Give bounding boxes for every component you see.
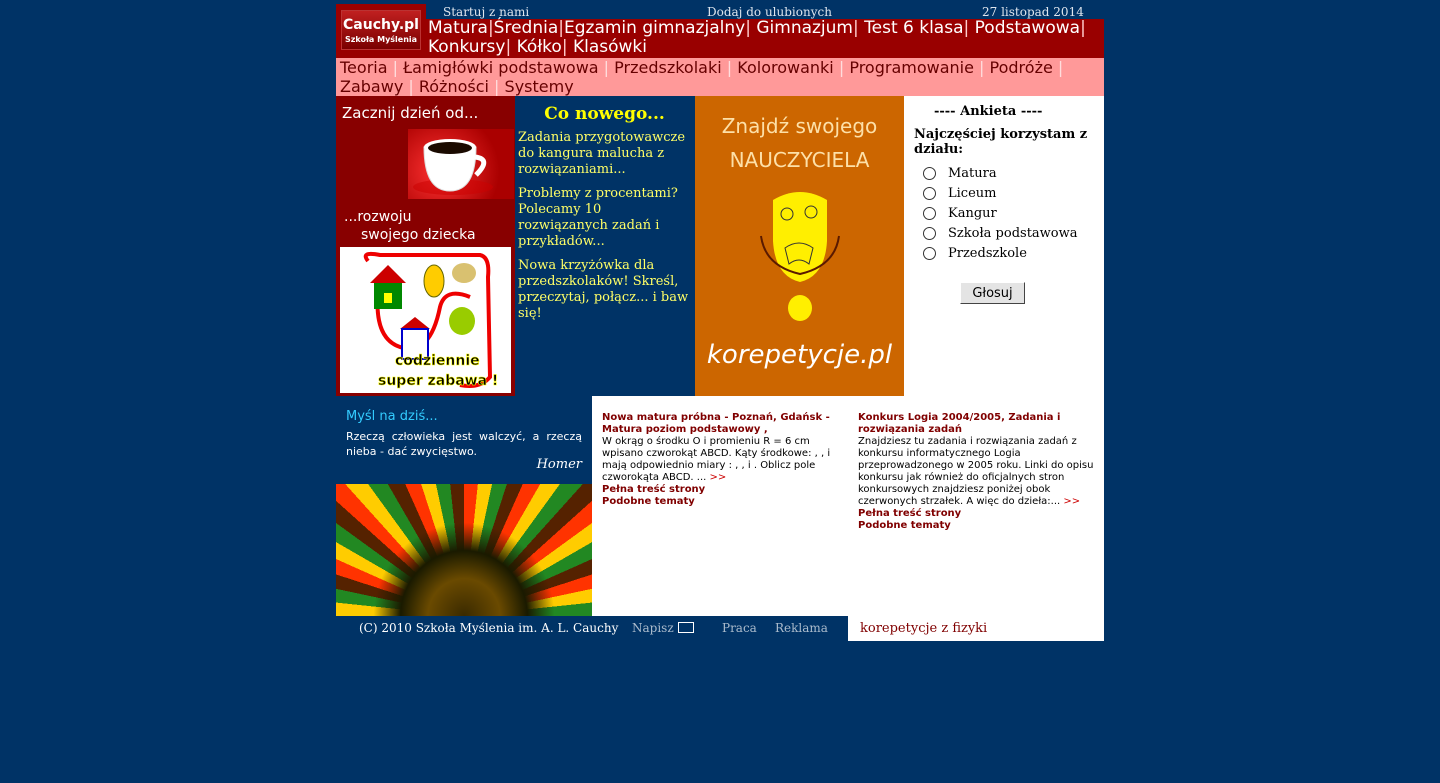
poll-option-szkola-podstawowa[interactable] bbox=[923, 223, 1104, 243]
nav-klasowki[interactable]: Klasówki bbox=[572, 37, 647, 57]
article-title[interactable]: Nowa matura próbna - Poznań, Gdańsk - Matura poziom podstawowy , bbox=[602, 412, 830, 435]
poll-option-label: Kangur bbox=[948, 205, 997, 221]
puzzle-image bbox=[340, 247, 511, 393]
articles bbox=[592, 396, 1104, 616]
poll-box bbox=[904, 96, 1104, 396]
thought-of-day bbox=[336, 396, 592, 616]
poll-option-label: Przedszkole bbox=[948, 245, 1027, 261]
subnav-kolorowanki[interactable]: Kolorowanki bbox=[737, 58, 834, 77]
vote-button[interactable]: Głosuj bbox=[960, 282, 1025, 304]
work-link[interactable]: Praca bbox=[722, 621, 757, 635]
poll-option-liceum[interactable] bbox=[923, 183, 1104, 203]
start-day-line3: swojego dziecka bbox=[361, 227, 476, 243]
puzzle-caption-2: super zabawa ! bbox=[378, 373, 499, 389]
start-day-heading: Zacznij dzień od... bbox=[342, 104, 479, 122]
tutor-ad-line1: Znajdź swojego bbox=[721, 114, 878, 138]
thought-author: Homer bbox=[536, 457, 582, 472]
subnav-roznosci[interactable]: Różności bbox=[418, 77, 489, 96]
logo[interactable] bbox=[336, 4, 426, 58]
footer bbox=[336, 616, 1104, 641]
article-related-link[interactable]: Podobne tematy bbox=[602, 496, 695, 507]
radio-button[interactable] bbox=[923, 187, 936, 200]
ads-link[interactable]: Reklama bbox=[775, 621, 828, 635]
poll-option-przedszkole[interactable] bbox=[923, 243, 1104, 263]
poll-question: Najczęściej korzystam z działu: bbox=[914, 127, 1088, 157]
radio-button[interactable] bbox=[923, 227, 936, 240]
article-related-link[interactable]: Podobne tematy bbox=[858, 520, 951, 531]
thought-quote: Rzeczą człowieka jest walczyć, a rzeczą nieba - dać zwycięstwo. bbox=[346, 430, 582, 458]
start-day-line2: ...rozwoju bbox=[344, 209, 412, 225]
nav-podstawowa[interactable]: Podstawowa bbox=[974, 18, 1081, 38]
add-favorites-link[interactable]: Dodaj do ulubionych bbox=[707, 5, 832, 19]
top-bar bbox=[426, 4, 1104, 19]
news-item[interactable]: Nowa krzyżówka dla przedszkolaków! Skreśl, przeczytaj, połącz... i baw się! bbox=[518, 258, 689, 321]
thought-heading: Myśl na dziś... bbox=[346, 409, 438, 424]
poll-option-label: Liceum bbox=[948, 185, 997, 201]
nav-gimnazjum[interactable]: Gimnazjum bbox=[756, 18, 853, 38]
subnav-zabawy[interactable]: Zabawy bbox=[340, 77, 404, 96]
lower-section bbox=[336, 396, 1104, 616]
tutor-ad-line2: NAUCZYCIELA bbox=[729, 148, 870, 172]
copyright: (C) 2010 Szkoła Myślenia im. A. L. Cauchy bbox=[359, 621, 619, 635]
poll-option-label: Szkoła podstawowa bbox=[948, 225, 1078, 241]
tutor-ad-banner[interactable] bbox=[695, 96, 904, 396]
page bbox=[336, 4, 1104, 636]
coffee-cup-image bbox=[408, 129, 514, 199]
subnav-programowanie[interactable]: Programowanie bbox=[849, 58, 974, 77]
article-full-link[interactable]: Pełna treść strony bbox=[858, 508, 962, 519]
article-full-link[interactable]: Pełna treść strony bbox=[602, 484, 706, 495]
tutor-ad-brand: korepetycje.pl bbox=[706, 340, 893, 370]
poll-title: ---- Ankieta ---- bbox=[934, 104, 1043, 119]
logo-name: Cauchy.pl bbox=[343, 17, 419, 33]
tutor-link-box bbox=[848, 616, 1104, 641]
news-box bbox=[515, 96, 694, 396]
puzzle-caption-1: codziennie bbox=[395, 353, 480, 369]
nav-egzamin-gimnazjalny[interactable]: Egzamin gimnazjalny bbox=[563, 18, 746, 38]
article-body: W okrąg o środku O i promieniu R = 6 cm wpisano czworokąt ABCD. Kąty środkowe: , , i mają odpowiednio miary : , , i . Oblicz pole czworokąta ABCD. ... bbox=[602, 436, 831, 483]
nav-konkursy[interactable]: Konkursy bbox=[428, 37, 506, 57]
nav-kolko[interactable]: Kółko bbox=[516, 37, 562, 57]
sub-nav: Teoria | Łamigłówki podstawowa | Przedszkolaki | Kolorowanki | Programowanie | Podróże | Zabawy | Różności | Systemy bbox=[336, 58, 1104, 96]
nav-test-6-klasa[interactable]: Test 6 klasa bbox=[864, 18, 964, 38]
logo-subtitle: Szkoła Myślenia bbox=[344, 35, 418, 44]
header bbox=[336, 4, 1104, 58]
current-date: 27 listopad 2014 bbox=[982, 5, 1084, 19]
article-body: Znajdziesz tu zadania i rozwiązania zadań z konkursu informatycznego Logia przeprowadzonego w 2005 roku. Linki do opisu konkursu jak również do oficjalnych stron konkursowych znajdziesz poniżej obok czerwonych strzałek. A więc do dzieła:... bbox=[858, 436, 1094, 507]
nav-srednia[interactable]: Średnia bbox=[493, 18, 559, 38]
news-heading: Co nowego... bbox=[544, 104, 665, 124]
subnav-przedszkolaki[interactable]: Przedszkolaki bbox=[614, 58, 722, 77]
article bbox=[602, 412, 848, 508]
article bbox=[858, 412, 1104, 532]
radio-button[interactable] bbox=[923, 247, 936, 260]
article-title[interactable]: Konkurs Logia 2004/2005, Zadania i rozwiązania zadań bbox=[858, 412, 1061, 435]
poll-option-matura[interactable] bbox=[923, 163, 1104, 183]
tutor-physics-link[interactable]: korepetycje z fizyki bbox=[860, 621, 988, 636]
middle-section bbox=[336, 96, 1104, 396]
subnav-teoria[interactable]: Teoria bbox=[340, 58, 388, 77]
write-link[interactable] bbox=[632, 621, 694, 635]
subnav-systemy[interactable]: Systemy bbox=[504, 77, 574, 96]
envelope-icon bbox=[678, 622, 694, 633]
subnav-podroze[interactable]: Podróże bbox=[989, 58, 1053, 77]
radio-button[interactable] bbox=[923, 207, 936, 220]
subnav-lamiglowki[interactable]: Łamigłówki podstawowa bbox=[403, 58, 599, 77]
news-item[interactable]: Problemy z procentami? Polecamy 10 rozwiązanych zadań i przykładów... bbox=[518, 186, 678, 249]
start-link[interactable]: Startuj z nami bbox=[443, 5, 530, 19]
start-day-box[interactable] bbox=[336, 96, 515, 396]
article-more-link[interactable]: >> bbox=[1063, 496, 1081, 507]
radio-button[interactable] bbox=[923, 167, 936, 180]
exclamation-face-icon bbox=[755, 186, 845, 326]
write-label: Napisz bbox=[632, 621, 674, 635]
main-nav: Matura|Średnia|Egzamin gimnazjalny| Gimnazjum| Test 6 klasa| Podstawowa| Konkursy| Kółko| Klasówki bbox=[426, 19, 1104, 58]
article-more-link[interactable]: >> bbox=[709, 472, 727, 483]
fractal-image bbox=[336, 484, 592, 616]
news-item[interactable]: Zadania przygotowawcze do kangura malucha z rozwiązaniami... bbox=[518, 130, 686, 177]
poll-option-label: Matura bbox=[948, 165, 997, 181]
nav-matura[interactable]: Matura bbox=[428, 18, 488, 38]
poll-option-kangur[interactable] bbox=[923, 203, 1104, 223]
